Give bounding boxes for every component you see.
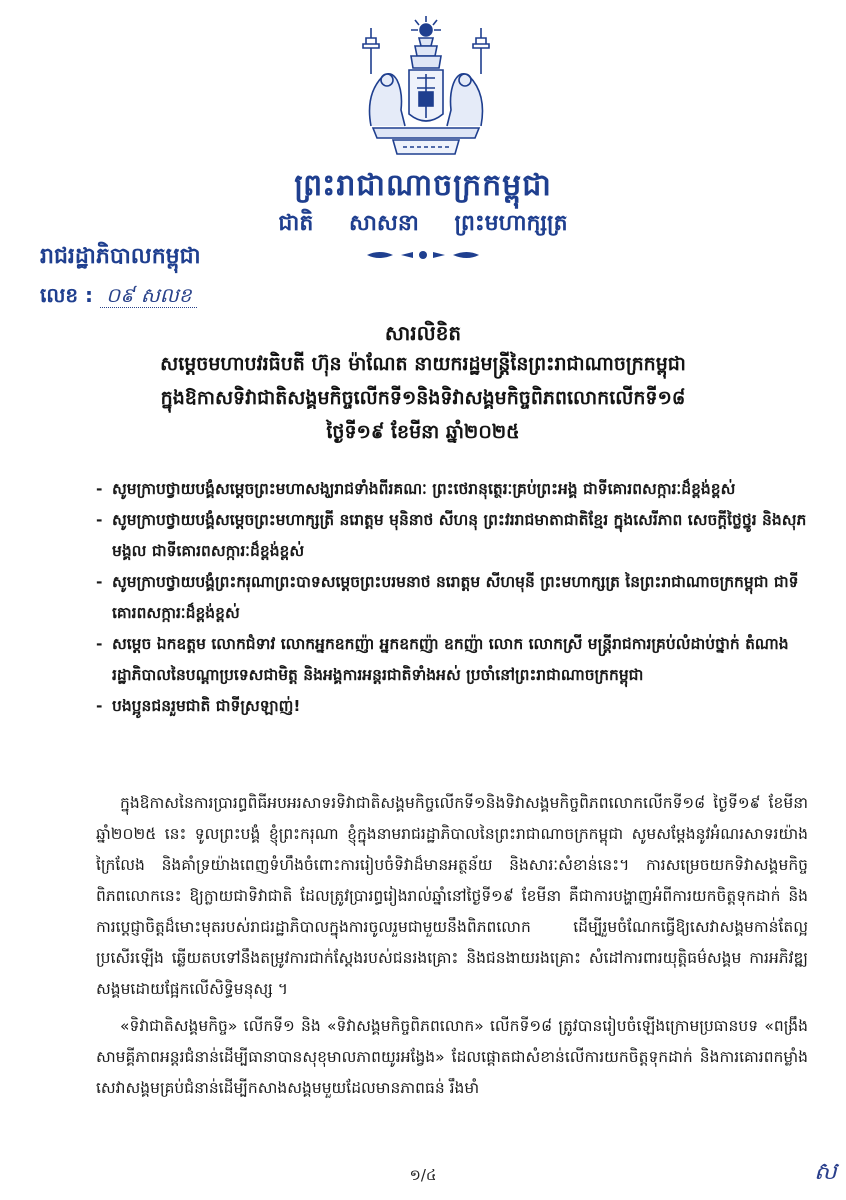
title-date: ថ្ងៃទី១៩ ខែមីនា ឆ្នាំ២០២៥ xyxy=(326,421,520,443)
body-paragraph: ក្នុងឱកាសនៃការប្រារព្ធពិធីអបអរសាទរទិវាជាតិសង្គមកិច្ចលើកទី១និងទិវាសង្គមកិច្ចពិភពលោកលើកទី១៨ ថ្ងៃទី១៩ ខែមីនា ឆ្នាំ២០២៥ នេះ ទូលព្រះបង្គំ ខ្ញុំព្រះករុណា ខ្ញុំក្នុងនាមរាជរដ្ឋាភិបាលនៃព្រះរាជាណាចក្រកម្ពុជា សូមសម្តែងនូវអំណរសាទរយ៉ាងក្រៃលែង និងគាំទ្រយ៉ាងពេញទំហឹងចំពោះការរៀបចំទិវាដ៏មានអត្ថន័យ និងសារៈសំខាន់នេះ។ ការសម្រេចយកទិវាសង្គមកិច្ចពិភពលោកនេះ ឱ្យក្លាយជាទិវាជាតិ ដែលត្រូវប្រារព្ធរៀងរាល់ឆ្នាំនៅថ្ងៃទី១៩ ខែមីនា គឺជាការបង្ហាញអំពីការយកចិត្តទុកដាក់ និងការប្តេជ្ញាចិត្តដ៏មោះមុតរបស់រាជរដ្ឋាភិបាលក្នុងការចូលរួមជាមួយនឹងពិភពលោក ដើម្បីរួមចំណែកធ្វើឱ្យសេវាសង្គមកាន់តែល្អប្រសើរឡើង ឆ្លើយតបទៅនឹងតម្រូវការជាក់ស្តែងរបស់ជនរងគ្រោះ និងជនងាយរងគ្រោះ សំដៅការពារយុត្តិធម៌សង្គម ការអភិវឌ្ឍសង្គមដោយផ្អែកលើសិទ្ធិមនុស្ស ។ xyxy=(96,794,808,998)
salutation-item: - សូមក្រាបថ្វាយបង្គំសម្តេចព្រះមហាសង្ឃរាជទាំងពីរគណៈ ព្រះថេរានុត្ថេរៈគ្រប់ព្រះអង្គ ជាទីគោរពសក្ការៈដ៏ខ្ពង់ខ្ពស់ xyxy=(96,474,808,505)
letter-body xyxy=(96,788,808,1110)
salutation-item: - សូមក្រាបថ្វាយបង្គំសម្តេចព្រះមហាក្សត្រី នរោត្តម មុនិនាថ សីហនុ ព្រះវររាជមាតាជាតិខ្មែរ ក្នុងសេរីភាព សេចក្តីថ្លៃថ្នូរ និងសុភមង្គល ជាទីគោរពសក្ការៈដ៏ខ្ពង់ខ្ពស់ xyxy=(96,505,808,567)
title-line-2: ក្នុងឱកាសទិវាជាតិសង្គមកិច្ចលើកទី១និងទិវាសង្គមកិច្ចពិភពលោកលើកទី១៨ xyxy=(160,387,686,409)
salutation-item: - សម្តេច ឯកឧត្តម លោកជំទាវ លោកអ្នកឧកញ៉ា អ្នកឧកញ៉ា ឧកញ៉ា លោក លោកស្រី មន្ត្រីរាជការគ្រប់លំដាប់ថ្នាក់ តំណាងរដ្ឋាភិបាលនៃបណ្តាប្រទេសជាមិត្ត និងអង្គការអន្តរជាតិទាំងអស់ ប្រចាំនៅព្រះរាជាណាចក្រកម្ពុជា xyxy=(96,629,808,691)
ornament-divider-icon xyxy=(365,248,481,262)
government-name: រាជរដ្ឋាភិបាលកម្ពុជា xyxy=(40,244,201,269)
body-paragraph: «ទិវាជាតិសង្គមកិច្ច» លើកទី១ និង «ទិវាសង្គមកិច្ចពិភពលោក» លើកទី១៨ ត្រូវបានរៀបចំឡើងក្រោមប្រធានបទ «ពង្រឹងសាមគ្គីភាពអន្តរជំនាន់ដើម្បីធានាបានសុខុមាលភាពយូរអង្វែង» ដែលផ្តោតជាសំខាន់លើការយកចិត្តទុកដាក់ និងការគោរពកម្លាំងសេវាសង្គមគ្រប់ជំនាន់ដើម្បីកសាងសង្គមមួយដែលមានភាពធន់ រឹងមាំ xyxy=(96,1017,808,1097)
kingdom-name: ព្រះរាជាណាចក្រកម្ពុជា xyxy=(294,168,552,203)
handwritten-initial: ស xyxy=(814,1157,837,1185)
reference-value: ០៩ សលខ xyxy=(100,283,197,308)
reference-label: លេខ : xyxy=(40,283,94,307)
royal-coat-of-arms-icon xyxy=(353,14,499,164)
salutations-list xyxy=(96,474,808,722)
salutation-item: - បងប្អូនជនរួមជាតិ ជាទីស្រឡាញ់! xyxy=(96,691,808,722)
document-type-title: សារលិខិត xyxy=(384,321,462,345)
salutation-item: - សូមក្រាបថ្វាយបង្គំព្រះករុណាព្រះបាទសម្តេចព្រះបរមនាថ នរោត្តម សីហមុនី ព្រះមហាក្សត្រ នៃព្រះរាជាណាចក្រកម្ពុជា ជាទីគោរពសក្ការៈដ៏ខ្ពង់ខ្ពស់ xyxy=(96,567,808,629)
reference-number xyxy=(40,282,197,312)
national-motto: ជាតិ សាសនា ព្រះមហាក្សត្រ xyxy=(278,211,568,236)
page-number: ១/៤ xyxy=(409,1166,437,1184)
title-line-1: សម្តេចមហាបវរធិបតី ហ៊ុន ម៉ាណែត នាយករដ្ឋមន្ត្រីនៃព្រះរាជាណាចក្រកម្ពុជា xyxy=(160,353,686,375)
